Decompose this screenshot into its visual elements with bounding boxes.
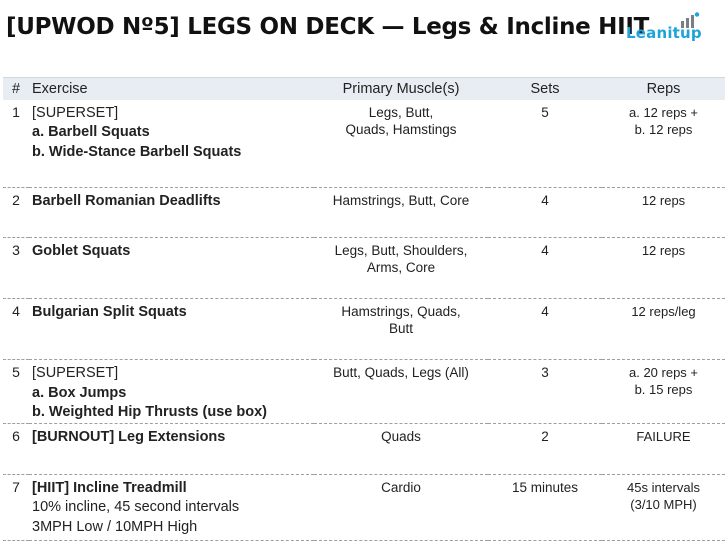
sets-cell: 4	[488, 238, 602, 299]
reps-line: a. 20 reps +	[628, 365, 699, 380]
exercise-name: a. Box Jumps	[32, 384, 127, 401]
exercise-name: b. Wide-Stance Barbell Squats	[32, 143, 242, 160]
row-number: 4	[3, 299, 29, 360]
row-number: 1	[3, 100, 29, 188]
table-row	[3, 474, 725, 540]
column-header-muscles: Primary Muscle(s)	[314, 78, 488, 100]
reps-cell	[602, 474, 725, 540]
table-row	[3, 423, 725, 474]
exercise-name: b. Weighted Hip Thrusts (use box)	[32, 404, 267, 420]
muscles-line: Quads, Hamstings	[345, 121, 457, 137]
table-row	[3, 360, 725, 424]
exercise-name: Bulgarian Split Squats	[32, 304, 187, 320]
row-number: 2	[3, 188, 29, 238]
superset-label: [SUPERSET]	[32, 365, 119, 381]
table-row	[3, 188, 725, 238]
muscles-line: Hamstrings, Quads,	[341, 304, 461, 319]
exercise-name: Goblet Squats	[32, 243, 131, 259]
exercise-cell	[29, 360, 314, 424]
exercise-cell	[29, 474, 314, 540]
sets-cell: 4	[488, 188, 602, 238]
sets-cell: 5	[488, 100, 602, 188]
muscles-cell	[314, 238, 488, 299]
column-header-exercise: Exercise	[29, 78, 314, 100]
exercise-name: [BURNOUT] Leg Extensions	[32, 428, 226, 445]
column-header-reps: Reps	[602, 78, 725, 100]
muscles-cell	[314, 423, 488, 474]
reps-line: a. 12 reps +	[628, 104, 699, 120]
reps-line: 12 reps	[641, 243, 686, 258]
muscles-cell	[314, 299, 488, 360]
column-header-number: #	[3, 78, 29, 100]
muscles-cell	[314, 474, 488, 540]
workout-table	[3, 77, 725, 541]
table-header-row	[3, 78, 725, 100]
reps-line: (3/10 MPH)	[630, 496, 697, 512]
muscles-line: Cardio	[381, 479, 421, 495]
table-row	[3, 238, 725, 299]
exercise-cell	[29, 188, 314, 238]
exercise-name: [HIIT] Incline Treadmill	[32, 479, 187, 496]
page-title: [UPWOD Nº5] LEGS ON DECK — Legs & Incline HIIT	[6, 14, 650, 40]
exercise-detail: 10% incline, 45 second intervals	[32, 499, 240, 515]
reps-line: 12 reps	[641, 193, 686, 208]
reps-cell	[602, 423, 725, 474]
reps-cell	[602, 360, 725, 424]
muscles-line: Legs, Butt,	[368, 104, 434, 120]
muscles-line: Arms, Core	[366, 260, 436, 275]
muscles-cell	[314, 188, 488, 238]
exercise-cell	[29, 238, 314, 299]
logo-text: Leanitup	[626, 24, 702, 42]
muscles-line: Quads	[381, 428, 421, 444]
muscles-cell	[314, 360, 488, 424]
row-number: 6	[3, 423, 29, 474]
column-header-sets: Sets	[488, 78, 602, 100]
superset-label: [SUPERSET]	[32, 104, 119, 121]
sets-cell: 3	[488, 360, 602, 424]
muscles-line: Hamstrings, Butt, Core	[332, 193, 470, 208]
exercise-name: Barbell Romanian Deadlifts	[32, 193, 221, 209]
exercise-detail: 3MPH Low / 10MPH High	[32, 518, 198, 535]
sets-cell: 4	[488, 299, 602, 360]
reps-cell	[602, 188, 725, 238]
leanitup-logo	[626, 12, 726, 44]
reps-cell	[602, 299, 725, 360]
reps-line: 45s intervals	[627, 479, 700, 495]
exercise-cell	[29, 299, 314, 360]
row-number: 3	[3, 238, 29, 299]
muscles-line: Butt	[388, 321, 413, 336]
reps-line: b. 15 reps	[634, 382, 693, 397]
muscles-line: Legs, Butt, Shoulders,	[334, 243, 468, 258]
row-number: 5	[3, 360, 29, 424]
muscles-cell	[314, 100, 488, 188]
reps-cell	[602, 238, 725, 299]
sets-cell: 15 minutes	[488, 474, 602, 540]
muscles-line: Butt, Quads, Legs (All)	[333, 365, 469, 380]
reps-cell	[602, 100, 725, 188]
exercise-name: a. Barbell Squats	[32, 124, 150, 140]
reps-line: 12 reps/leg	[631, 304, 696, 319]
exercise-cell	[29, 100, 314, 188]
row-number: 7	[3, 474, 29, 540]
table-row	[3, 100, 725, 188]
table-row	[3, 299, 725, 360]
reps-line: FAILURE	[636, 428, 691, 444]
exercise-cell	[29, 423, 314, 474]
sets-cell: 2	[488, 423, 602, 474]
reps-line: b. 12 reps	[634, 121, 693, 137]
